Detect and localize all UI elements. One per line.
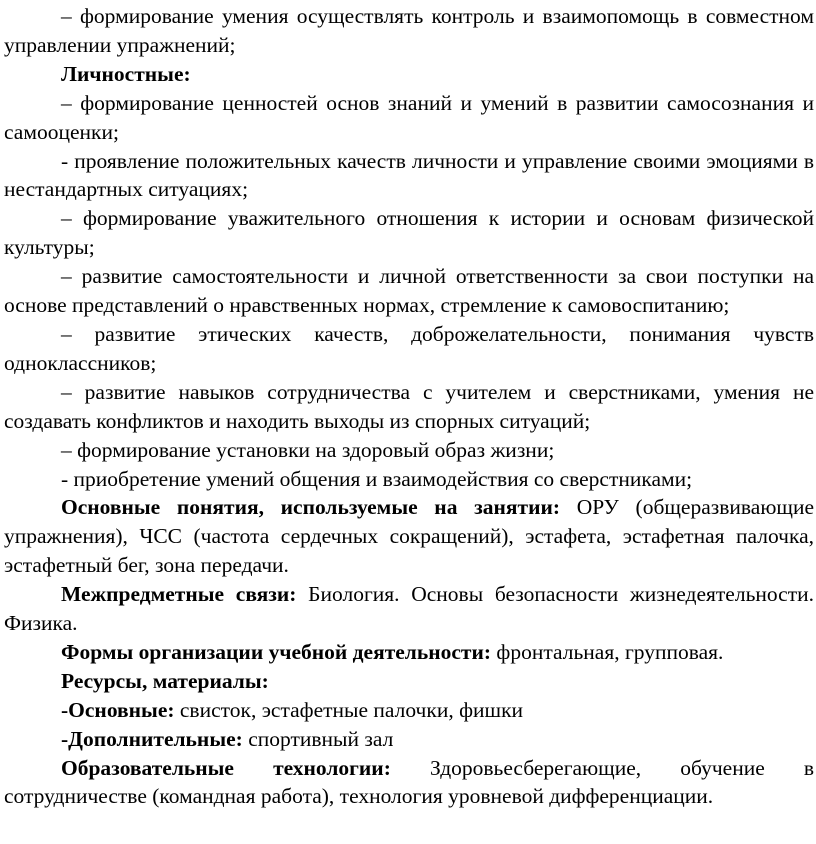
basic-resources-text: свисток, эстафетные палочки, фишки (174, 697, 524, 722)
heading-personal: Личностные: (61, 61, 191, 86)
paragraph-positive-qualities: - проявление положительных качеств личности и управление своими эмоциями в нестандартных ситуациях; (4, 148, 814, 202)
paragraph-communication: - приобретение умений общения и взаимодействия со сверстниками; (61, 466, 693, 491)
heading-resources: Ресурсы, материалы: (61, 668, 269, 693)
paragraph-ethical-qualities: – развитие этических качеств, доброжелательности, понимания чувств одноклассников; (4, 321, 814, 375)
basic-resources-label: -Основные: (61, 697, 175, 722)
paragraph-key-concepts (4, 493, 814, 580)
technologies-text: Здоровьесберегающие, обучение в сотрудничестве (командная работа), технология уровневой дифференциации. (4, 755, 814, 809)
key-concepts-label: Основные понятия, используемые на занятии: (61, 495, 561, 520)
interdisciplinary-label: Межпредметные связи: (61, 582, 297, 607)
paragraph-cooperation: – развитие навыков сотрудничества с учителем и сверстниками, умения не создавать конфликтов и находить выходы из спорных ситуаций; (4, 379, 814, 433)
additional-resources-text: спортивный зал (242, 726, 394, 751)
additional-resources-label: -Дополнительные: (61, 726, 243, 751)
forms-text: фронтальная, групповая. (491, 639, 724, 664)
paragraph-basic-resources (4, 696, 814, 725)
technologies-label: Образовательные технологии: (61, 755, 391, 780)
key-concepts-text: ОРУ (общеразвивающие упражнения), ЧСС (частота сердечных сокращений), эстафета, эстафетная палочка, эстафетный бег, зона передачи. (4, 495, 814, 578)
paragraph-respect-history: – формирование уважительного отношения к истории и основам физической культуры; (4, 206, 814, 260)
paragraph-independence: – развитие самостоятельности и личной ответственности за свои поступки на основе представлений о нравственных нормах, стремление к самовоспитанию; (4, 264, 814, 318)
paragraph-technologies (4, 754, 814, 812)
paragraph-interdisciplinary (4, 580, 814, 638)
paragraph-healthy-lifestyle: – формирование установки на здоровый образ жизни; (61, 437, 555, 462)
paragraph-forms (4, 638, 814, 667)
forms-label: Формы организации учебной деятельности: (61, 639, 492, 664)
paragraph-additional-resources (4, 725, 814, 754)
paragraph-values: – формирование ценностей основ знаний и умений в развитии самосознания и самооценки; (4, 90, 814, 144)
paragraph-self-control: – формирование умения осуществлять контроль и взаимопомощь в совместном управлении упражнений; (4, 4, 814, 57)
interdisciplinary-text: Биология. Основы безопасности жизнедеятельности. Физика. (4, 582, 814, 636)
